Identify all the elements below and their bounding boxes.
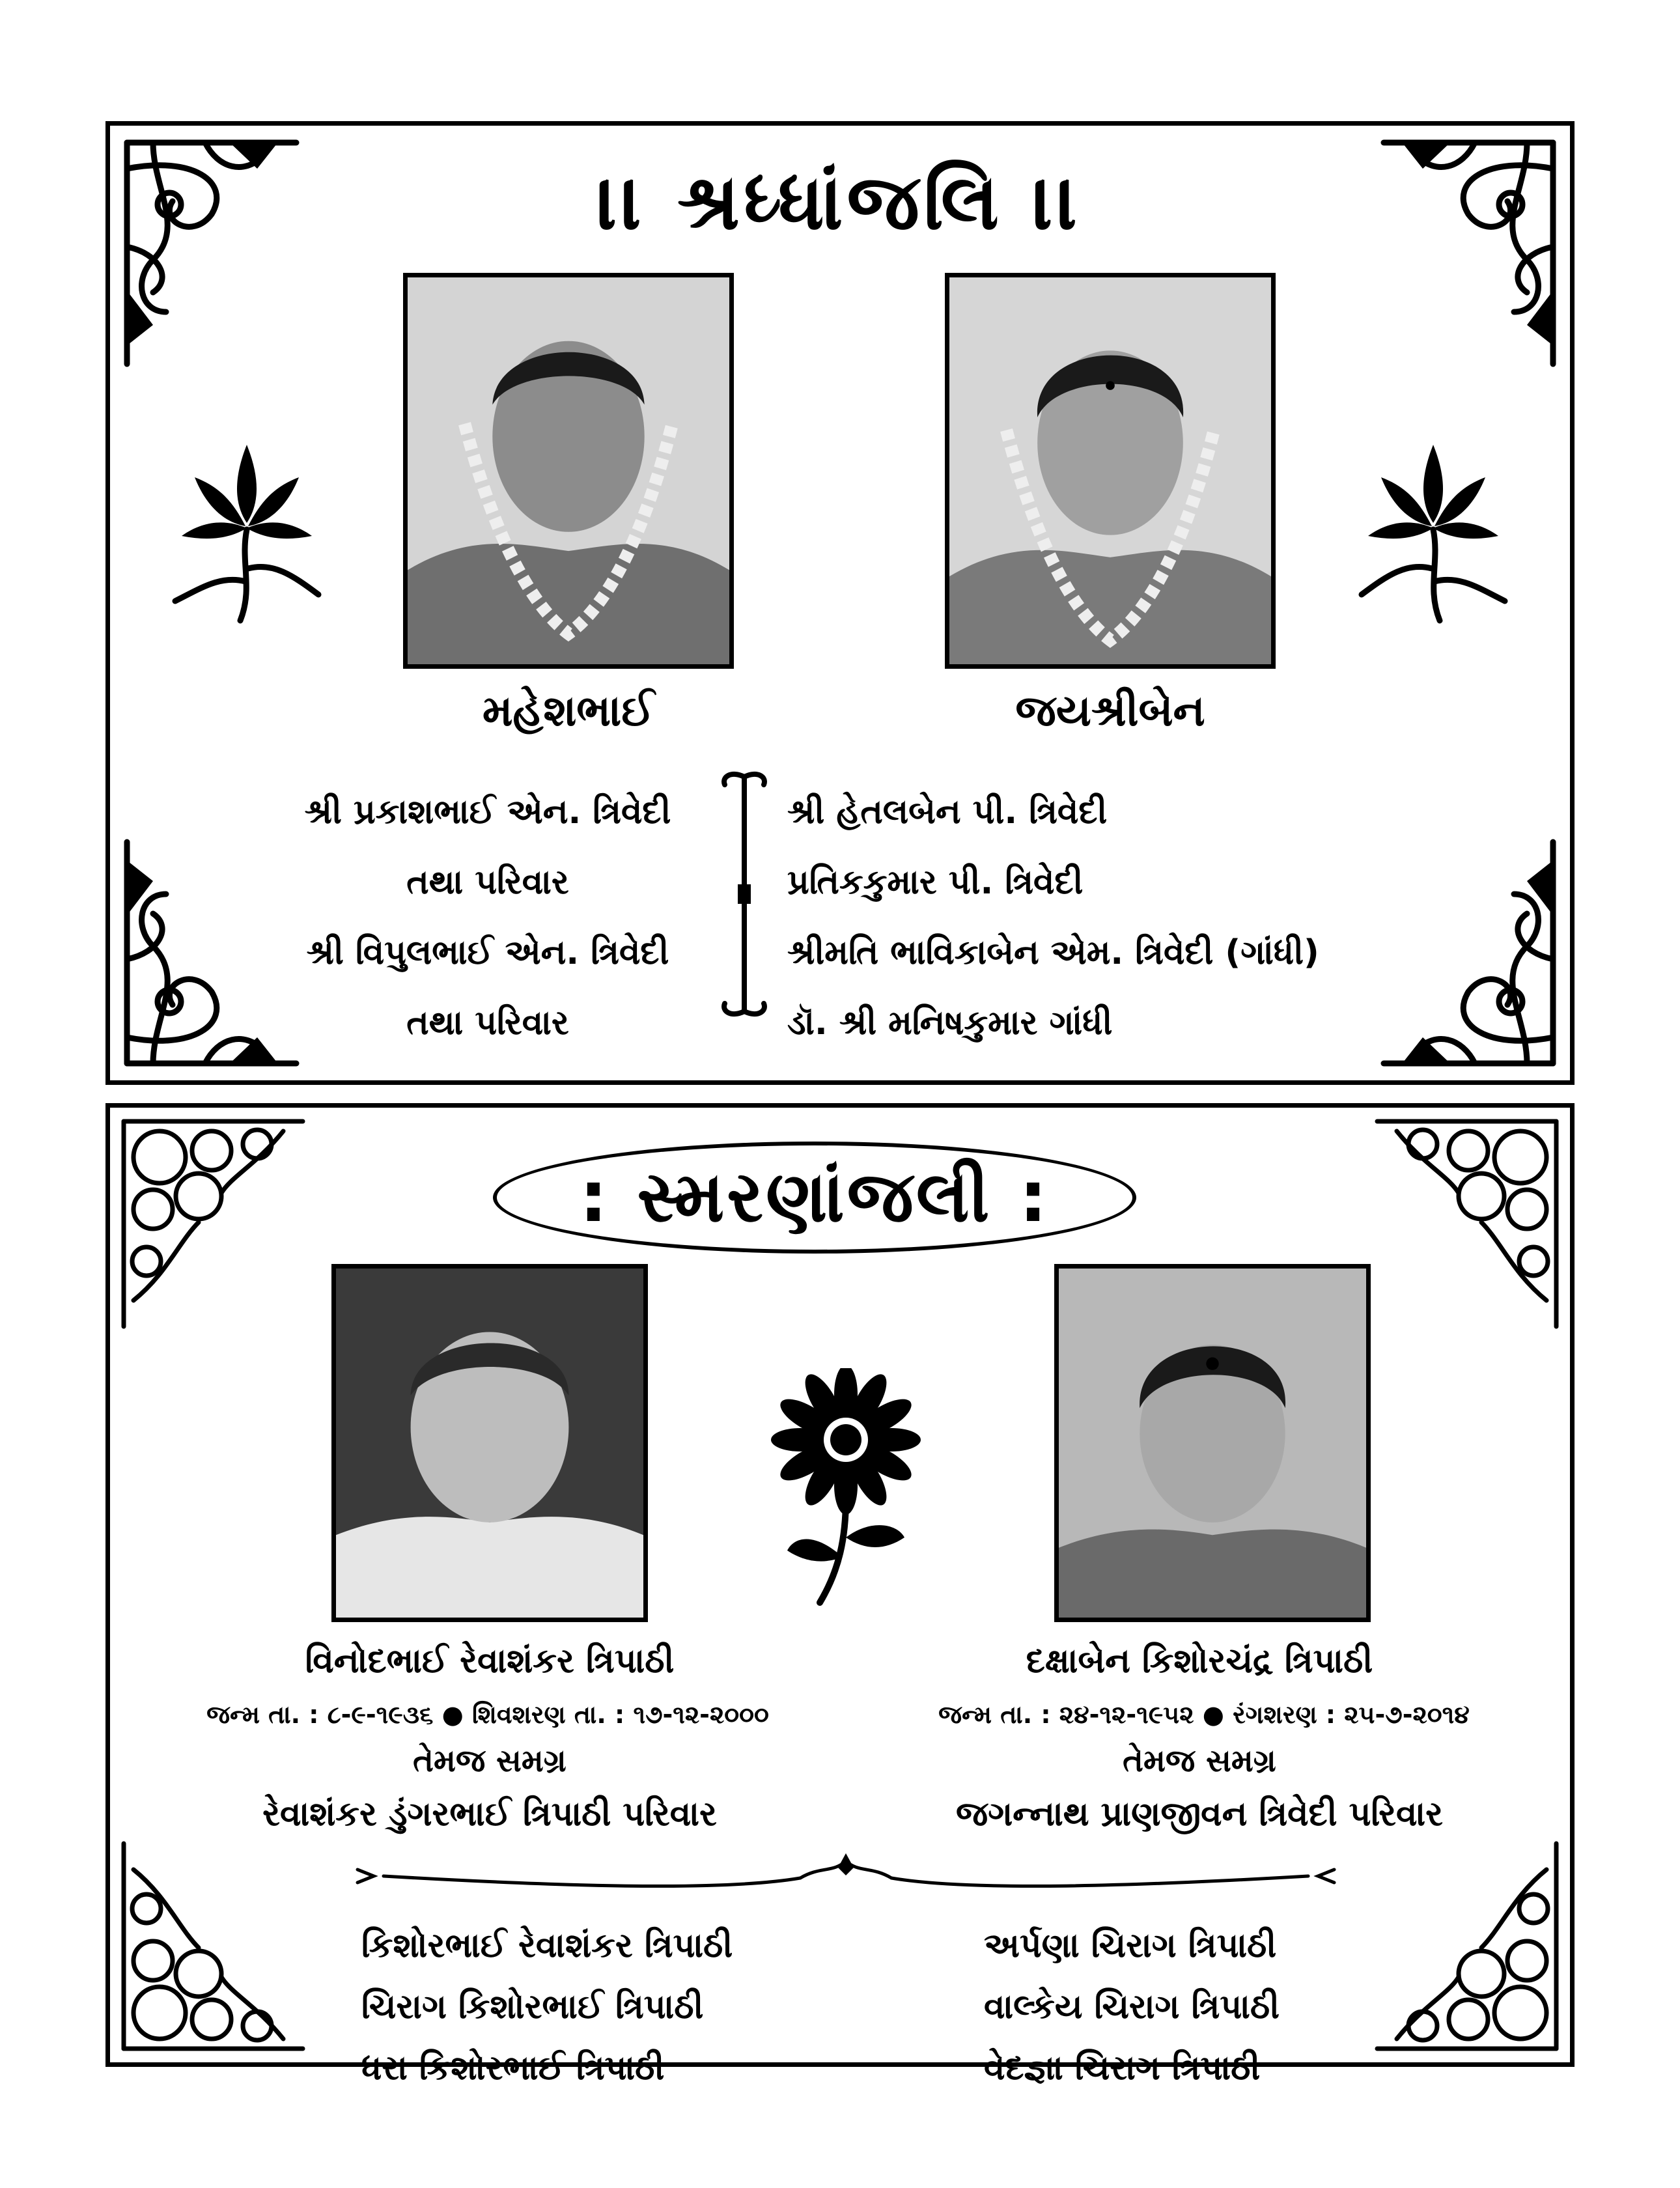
family-name-right: જગન્નાથ પ્રાણજીવન ત્રિવેદી પરિવાર: [956, 1795, 1443, 1834]
corner-flourish-icon: [1371, 1112, 1566, 1333]
shraddhanjali-panel: [105, 121, 1575, 1085]
also-label-left: તેમજ સમગ્ર: [413, 1743, 567, 1779]
page-title: ।। શ્રધ્ધાંજલિ ।।: [597, 157, 1083, 247]
lily-icon: [1355, 432, 1511, 627]
portrait-photo-right: [945, 273, 1276, 669]
family-list-right: [787, 777, 1536, 1058]
section-title: : સ્મરણાંજલી :: [493, 1142, 1136, 1254]
deceased-name-right: દક્ષાબેન કિશોરચંદ્ર ત્રિપાઠી: [1026, 1642, 1373, 1681]
list-item: વેદજ્ઞા ચિરાગ ત્રિપાઠી: [984, 2049, 1261, 2088]
portrait-photo-left: [331, 1264, 648, 1622]
list-item: તથા પરિવાર: [406, 1003, 569, 1043]
list-item: તથા પરિવાર: [406, 863, 569, 902]
list-item: પ્રતિકકુમાર પી. ત્રિવેદી: [787, 863, 1084, 902]
dates-left: જન્મ તા. : ૮-૯-૧૯૩૬ ● શિવશરણ તા. : ૧૭-૧૨-૨૦૦૦: [206, 1700, 769, 1729]
deceased-name-left: વિનોદભાઈ રેવાશંકર ત્રિપાઠી: [305, 1642, 675, 1681]
also-label-right: તેમજ સમગ્ર: [1123, 1743, 1276, 1779]
dates-right: જન્મ તા. : ૨૪-૧૨-૧૯૫૨ ● રંગશરણ : ૨૫-૭-૨૦૧૪: [938, 1700, 1470, 1729]
daisy-flower-icon: [748, 1368, 944, 1616]
corner-flourish-icon: [114, 1112, 309, 1333]
ornamental-divider-icon: [712, 764, 777, 1024]
family-name-left: રેવાશંકર ડુંગરભાઈ ત્રિપાઠી પરિવાર: [262, 1795, 717, 1834]
smarananjali-panel: [105, 1103, 1575, 2088]
list-item: ધરા કિશોરભાઈ ત્રિપાઠી: [361, 2049, 665, 2088]
family-list-left: [188, 777, 787, 1058]
ornamental-divider-icon: [344, 1853, 1347, 1899]
list-item: શ્રી પ્રકાશભાઈ એન. ત્રિવેદી: [304, 792, 671, 832]
list-item: શ્રી વિપુલભાઈ એન. ત્રિવેદી: [306, 933, 669, 972]
list-item: અર્પણા ચિરાગ ત્રિપાઠી: [984, 1926, 1277, 1965]
deceased-name-left: મહેશભાઈ: [482, 686, 655, 736]
mourners-list-left: [361, 1915, 733, 2099]
portrait-photo-left: [403, 273, 734, 669]
corner-flourish-icon: [1371, 1837, 1566, 2058]
list-item: કિશોરભાઈ રેવાશંકર ત્રિપાઠી: [361, 1926, 733, 1965]
list-item: ચિરાગ કિશોરભાઈ ત્રિપાઠી: [361, 1987, 704, 2027]
lily-icon: [169, 432, 325, 627]
list-item: શ્રી હેતલબેન પી. ત્રિવેદી: [787, 792, 1108, 832]
list-item: વાલ્કેય ચિરાગ ત્રિપાઠી: [984, 1987, 1280, 2027]
deceased-name-right: જયશ્રીબેન: [1015, 686, 1205, 736]
list-item: શ્રીમતિ ભાવિકાબેન એમ. ત્રિવેદી (ગાંધી): [787, 933, 1319, 972]
corner-flourish-icon: [114, 1837, 309, 2058]
mourners-list-right: [984, 1915, 1280, 2099]
portrait-photo-right: [1054, 1264, 1371, 1622]
list-item: ડૉ. શ્રી મનિષકુમાર ગાંધી: [787, 1003, 1113, 1043]
